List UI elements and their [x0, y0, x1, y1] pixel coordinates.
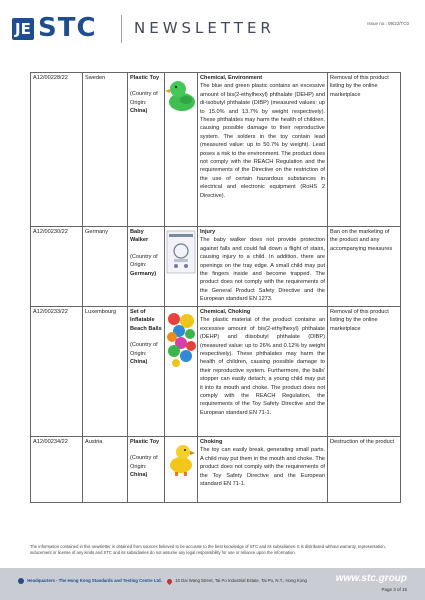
newsletter-header	[0, 0, 425, 60]
notifying-country: Austria	[83, 437, 128, 503]
risk-description: The blue and green plastic contains an excessive amount of bis(2-ethylhexyl) phthalate (DEHP) and di-isobutyl phthalate (DIBP) (measured values: up to 15.0% and 13.7% by weight respectively). These phthalates may harm the health of children, causing possible damage to their reproductive system. The solders in the toy contain lead (measured value: up to 50.7% by weight). Lead poses a risk to the environment. The product does not comply with the REACH Regulation and the requirements of the Directive on the restriction of the use of certain hazardous substances in electrical and electronic equipment (RoHS 2 Directive).	[200, 83, 325, 199]
location-pin-icon	[166, 577, 173, 584]
risk-type: Injury	[200, 229, 216, 235]
green-rubber-duck-image	[166, 75, 197, 118]
origin-country: China)	[130, 108, 148, 115]
website-link[interactable]: www.stc.group	[335, 573, 407, 584]
risk-type: Chemical, Environment	[200, 75, 263, 81]
risk-description: The plastic material of the product contains an excessive amount of bis(2-ethylhexyl) phthalate (DEHP) and diisobutyl phthalate (DIBP) (measured value: up to 26% and 0.12% by weight respectively). These phthalates may harm the health of children, causing possible damage to their reproductive system. Furthermore, the balls' stopper can easily detach; a young child may put it into its mouth and choke. The product does not comply with the REACH Regulation, the requirements of the Toy Safety Directive and the European standard EN 71-1.	[200, 317, 325, 416]
product-name: Set of Inflatable Beach Balls	[130, 309, 162, 332]
product-cell	[128, 73, 165, 227]
product-name: Baby Walker	[130, 229, 149, 244]
table-row	[31, 437, 401, 503]
newsletter-title: NEWSLETTER	[134, 19, 275, 37]
product-image-cell	[165, 73, 198, 227]
header-divider	[121, 15, 122, 43]
product-image-cell	[165, 437, 198, 503]
disclaimer-text: The information contained in this newsletter is obtained from sources believed to be accurate to the best knowledge of STC and its subsidiaries. It is distributed without warranty, representation, inducement or license of any kinds and STC and its subsidiaries do not assume any legal responsibility for use or reliance upon the information.	[30, 544, 386, 555]
product-image-cell	[165, 227, 198, 307]
headquarters-address: 10 Dai Wang Street, Tai Po Industrial Estate, Tai Po, N.T., Hong Kong	[175, 578, 307, 584]
product-cell	[128, 437, 165, 503]
measures-taken: Ban on the marketing of the product and any accompanying measures	[328, 227, 401, 307]
risk-cell	[198, 437, 328, 503]
risk-description: The toy can easily break, generating small parts. A child may put them in the mouth and choke. The product does not comply with the requirements of the Toy Safety Directive and the European standard EN 71-1.	[200, 447, 325, 488]
origin-country: China)	[130, 359, 148, 366]
risk-type: Chemical, Choking	[200, 309, 251, 315]
inflatable-beach-balls-image	[166, 309, 197, 372]
risk-cell	[198, 73, 328, 227]
reference-number: A12/00228/22	[31, 73, 83, 227]
notifying-country: Sweden	[83, 73, 128, 227]
origin-country: China)	[130, 472, 148, 479]
headquarters-icon	[18, 578, 24, 584]
product-name: Plastic Toy	[130, 75, 160, 81]
table-row	[31, 73, 401, 227]
baby-walker-box-image	[166, 229, 197, 278]
origin-label: (Country of Origin:	[130, 455, 158, 470]
notifications-table	[30, 72, 401, 503]
product-cell	[128, 227, 165, 307]
table-row	[31, 227, 401, 307]
stc-logo-text: STC	[38, 13, 97, 43]
measures-taken: Destruction of the product	[328, 437, 401, 503]
reference-number: A12/00230/22	[31, 227, 83, 307]
logo-glyph: JE	[15, 20, 31, 38]
risk-cell	[198, 227, 328, 307]
origin-label: (Country of Origin:	[130, 342, 158, 357]
risk-description: The baby walker does not provide protection against falls and could fall down a flight of stairs, causing injury to a child. In addition, there are openings on the tray edge. A small child may put the fingers inside and become trapped. The product does not comply with the requirements of the General Product Safety Directive and the European standard EN 1273.	[200, 237, 325, 303]
measures-taken: Removal of this product listing by the online marketplace	[328, 307, 401, 437]
page-number: Page 3 of 15	[381, 587, 407, 592]
product-cell	[128, 307, 165, 437]
risk-cell	[198, 307, 328, 437]
origin-label: (Country of Origin:	[130, 91, 158, 106]
measures-taken: Removal of this product listing by the online marketplace	[328, 73, 401, 227]
reference-number: A12/00234/22	[31, 437, 83, 503]
yellow-chick-toy-image	[166, 439, 197, 482]
product-name: Plastic Toy	[130, 439, 160, 445]
product-image-cell	[165, 307, 198, 437]
origin-country: Germany)	[130, 270, 157, 277]
stc-logo-mark	[12, 18, 34, 40]
notifying-country: Germany	[83, 227, 128, 307]
notifying-country: Luxembourg	[83, 307, 128, 437]
footer-headquarters	[18, 578, 307, 584]
headquarters-label: Headquarters - The Hong Kong Standards and Testing Centre Ltd.	[27, 578, 162, 584]
reference-number: A12/00233/22	[31, 307, 83, 437]
issue-number: Issue no.: 09/22/TC0	[367, 21, 409, 26]
footer-bar	[0, 568, 425, 600]
risk-type: Choking	[200, 439, 223, 445]
origin-label: (Country of Origin:	[130, 253, 158, 269]
table-row	[31, 307, 401, 437]
